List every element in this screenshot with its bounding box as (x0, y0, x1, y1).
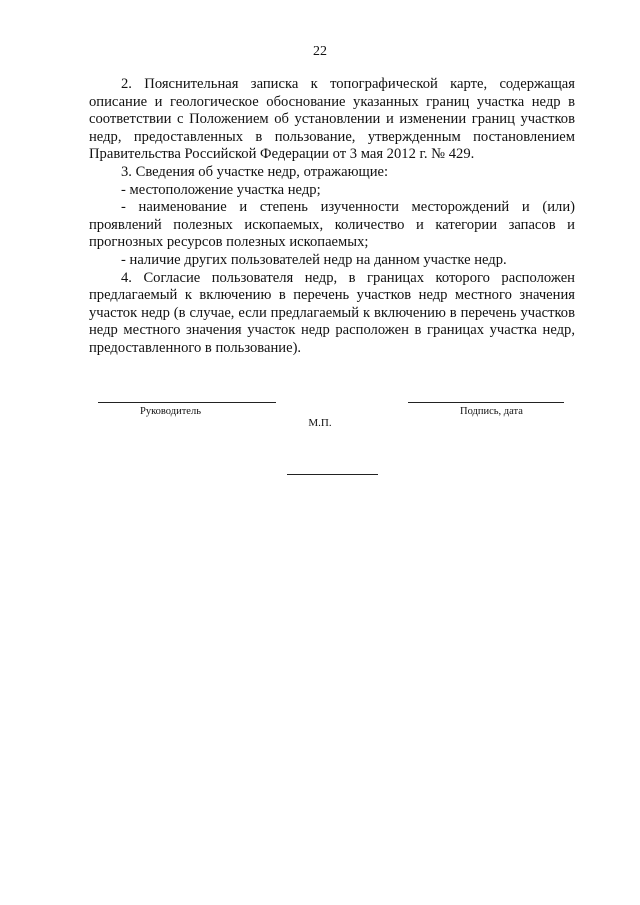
signature-line-date (408, 402, 564, 403)
list-item-other-users: - наличие других пользователей недр на данном участке недр. (121, 251, 507, 268)
list-item-deposits: - наименование и степень изученности месторождений и (или) проявлений полезных ископаемых, количество и категории запасов и прогнозных ресурсов полезных ископаемых; (89, 199, 575, 251)
signature-label-date: Подпись, дата (460, 406, 523, 417)
signature-line-head (98, 402, 276, 403)
paragraph-explanatory-note: 2. Пояснительная записка к топографической карте, содержащая описание и геологическое обоснование указанных границ участка недр в соответствии с Положением об установлении и изменении границ участков недр, предоставленных в пользование, утвержденным постановлением Правительства Российской Федерации от 3 мая 2012 г. № 429. (89, 76, 575, 163)
signature-label-head: Руководитель (140, 406, 201, 417)
list-item-location: - местоположение участка недр; (121, 181, 321, 198)
stamp-placeholder-label: М.П. (308, 417, 332, 429)
paragraph-subsoil-info: 3. Сведения об участке недр, отражающие: (121, 163, 389, 180)
document-body (89, 76, 575, 358)
document-end-divider (287, 474, 378, 475)
page-number: 22 (313, 44, 327, 59)
paragraph-user-consent: 4. Согласие пользователя недр, в границах которого расположен предлагаемый к включению в перечень участков недр местного значения участок недр (в случае, если предлагаемый к включению в перечень участков недр местного значения участок недр расположен в границах участка недр, предоставленного в пользование). (89, 269, 575, 356)
